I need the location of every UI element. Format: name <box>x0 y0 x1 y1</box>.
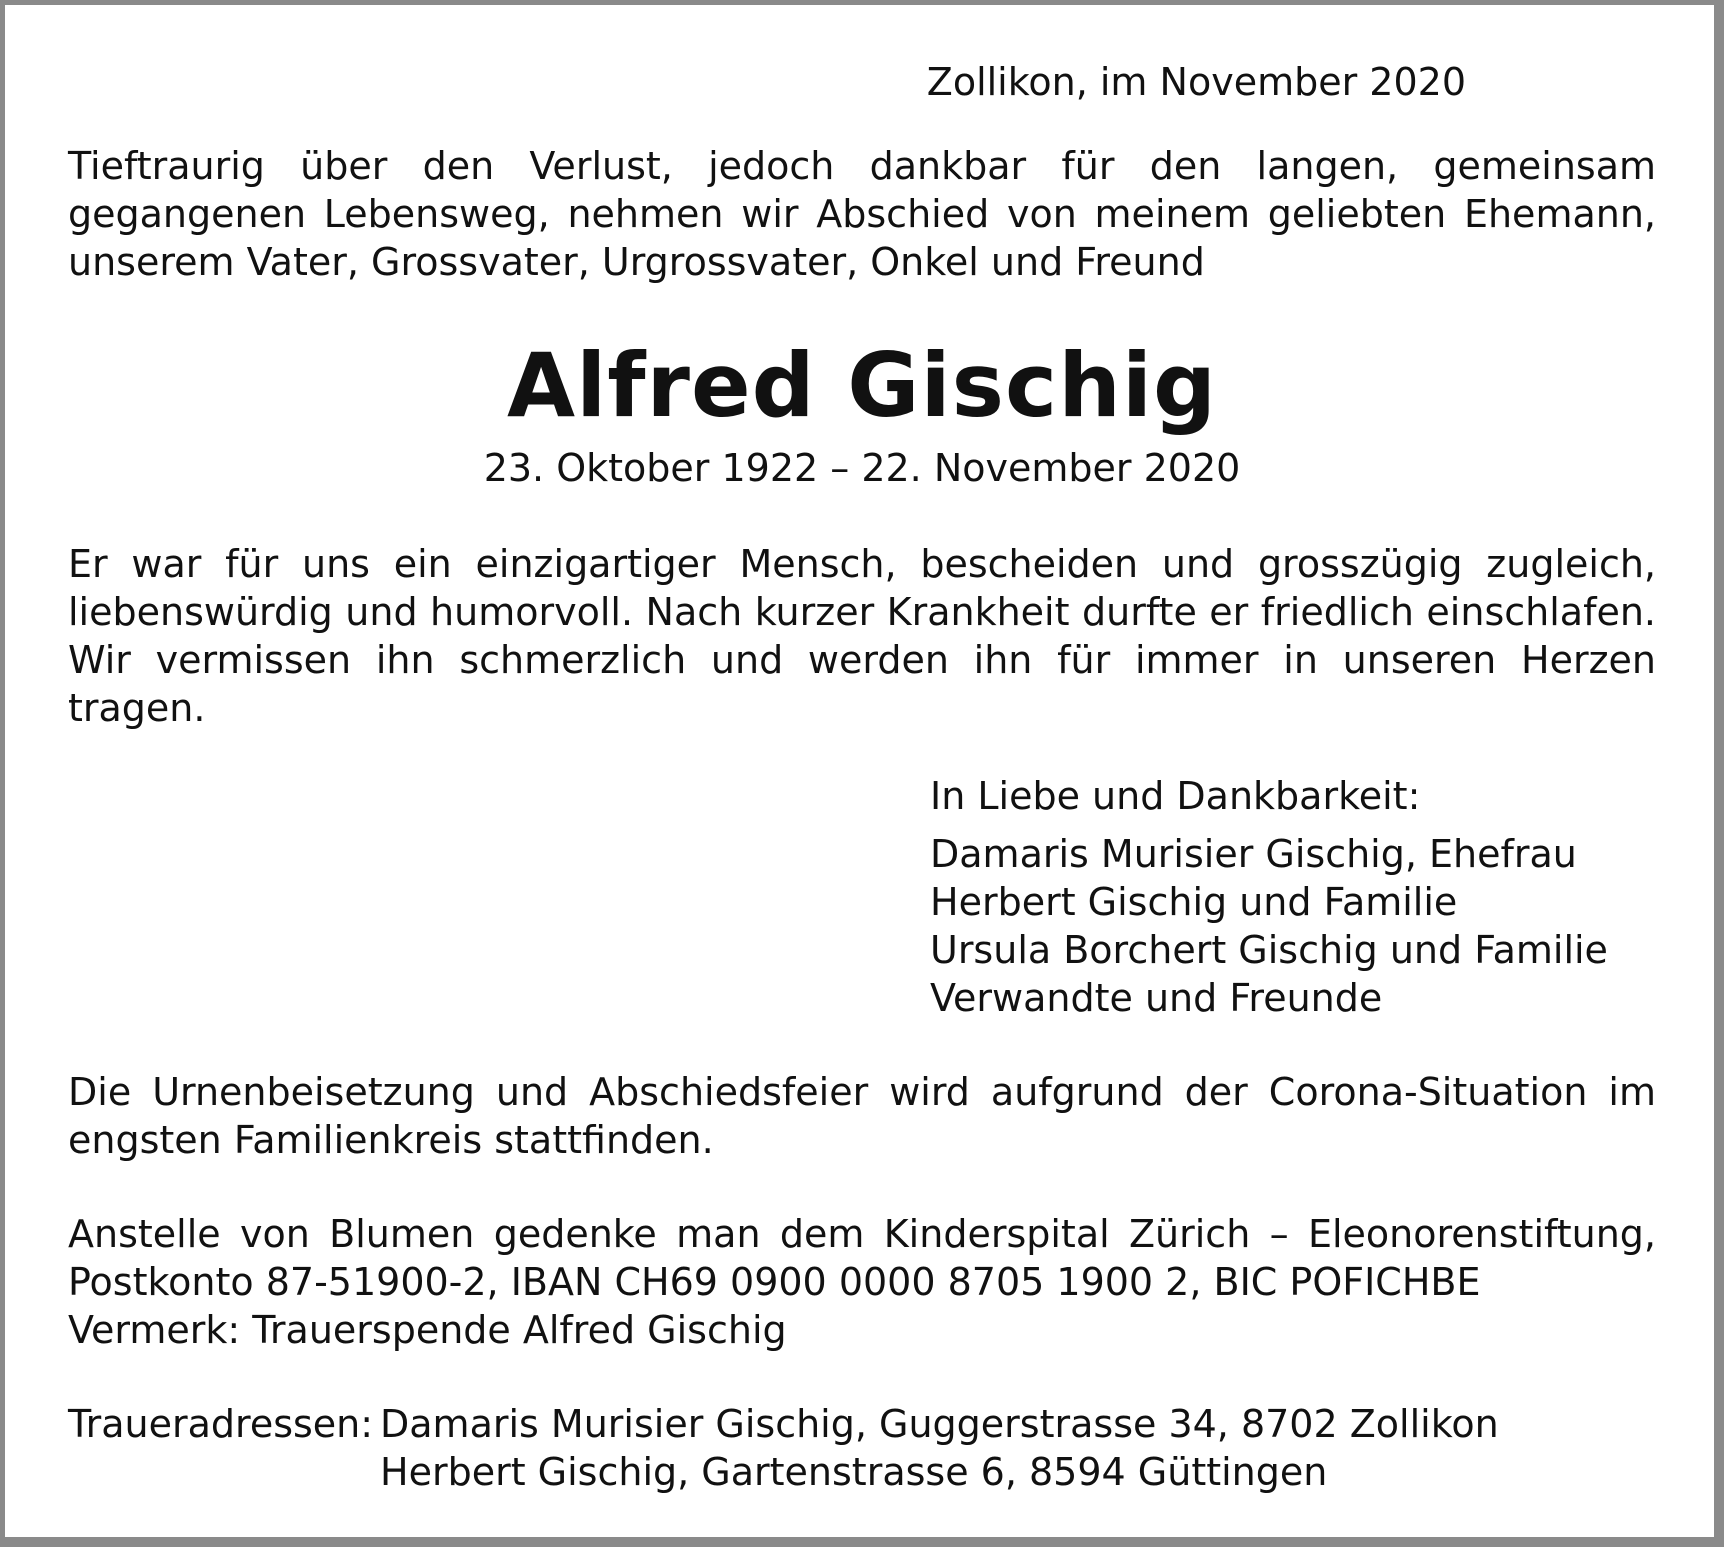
signoff-heading: In Liebe und Dankbarkeit: <box>930 774 1421 818</box>
address-entry: Damaris Murisier Gischig, Guggerstrasse 34, 8702 Zollikon <box>380 1402 1499 1446</box>
donation-line: Vermerk: Trauerspende Alfred Gischig <box>68 1308 787 1352</box>
address-entry: Herbert Gischig, Gartenstrasse 6, 8594 Güttingen <box>380 1450 1328 1494</box>
obituary-notice <box>68 58 1656 1496</box>
intro-paragraph: Tieftraurig über den Verlust, jedoch dankbar für den langen, gemeinsam gegangenen Lebensweg, nehmen wir Abschied von meinem geliebten Ehemann, unserem Vater, Grossvater, Urgrossvater, Onkel und Freund <box>68 144 1656 284</box>
addresses-list <box>380 1400 1499 1496</box>
mourner-name: Ursula Borchert Gischig und Familie <box>930 928 1608 972</box>
donation-block <box>68 1210 1656 1354</box>
tribute-paragraph: Er war für uns ein einzigartiger Mensch, bescheiden und grosszügig zugleich, liebenswürdig und humorvoll. Nach kurzer Krankheit durfte er friedlich einschlafen. Wir vermissen ihn schmerzlich und werden ihn für immer in unseren Herzen tragen. <box>68 542 1656 730</box>
mourner-name: Herbert Gischig und Familie <box>930 880 1458 924</box>
mourners-list <box>930 830 1656 1022</box>
signoff-block <box>930 772 1656 1022</box>
addresses-label: Traueradressen: <box>68 1402 374 1446</box>
mourner-name: Verwandte und Freunde <box>930 976 1383 1020</box>
deceased-name: Alfred Gischig <box>506 334 1217 437</box>
dateline: Zollikon, im November 2020 <box>926 60 1466 104</box>
donation-line: Postkonto 87-51900-2, IBAN CH69 0900 0000 8705 1900 2, BIC POFICHBE <box>68 1260 1481 1304</box>
life-dates: 23. Oktober 1922 – 22. November 2020 <box>483 446 1241 490</box>
addresses-block <box>68 1400 1656 1496</box>
ceremony-paragraph: Die Urnenbeisetzung und Abschiedsfeier wird aufgrund der Corona-Situation im engsten Familienkreis stattfinden. <box>68 1070 1656 1162</box>
donation-line: Anstelle von Blumen gedenke man dem Kinderspital Zürich – Eleonorenstiftung, <box>68 1212 1656 1256</box>
mourner-name: Damaris Murisier Gischig, Ehefrau <box>930 832 1577 876</box>
